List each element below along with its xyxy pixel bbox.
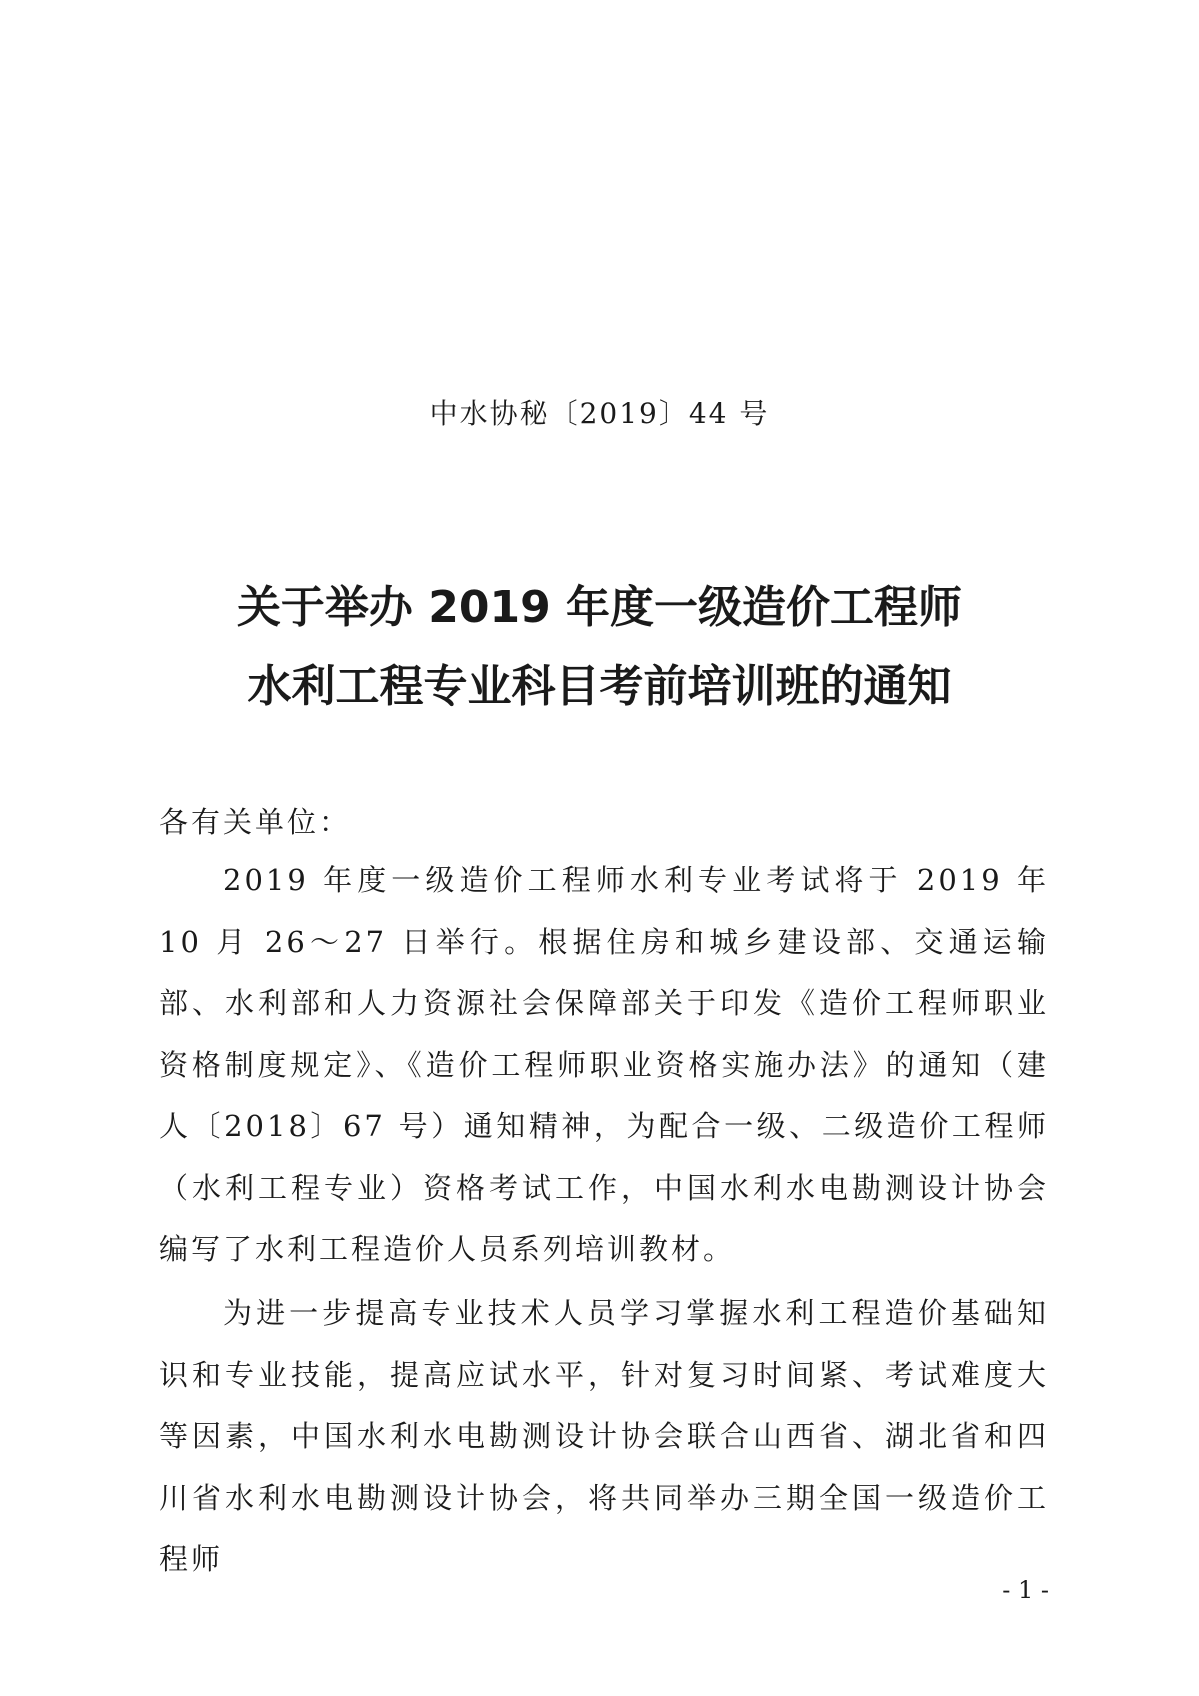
salutation: 各有关单位： bbox=[159, 805, 352, 839]
page-number: - 1 - bbox=[1002, 1576, 1049, 1604]
document-number: 中水协秘〔2019〕44 号 bbox=[429, 397, 770, 430]
body-paragraph-1: 2019 年度一级造价工程师水利专业考试将于 2019 年 10 月 26～27 日举行。根据住房和城乡建设部、交通运输部、水利部和人力资源社会保障部关于印发《造价工程师职业资格制度规定》、《造价工程师职业资格实施办法》的通知（建人〔2018〕67 号）通知精神，为配合一级、二级造价工程师（水利工程专业）资格考试工作，中国水利水电勘测设计协会编写了水利工程造价人员系列培训教材。 bbox=[159, 863, 1049, 1266]
document-title-line-1: 关于举办 2019 年度一级造价工程师 bbox=[236, 582, 963, 633]
document-title-line-2: 水利工程专业科目考前培训班的通知 bbox=[247, 661, 952, 712]
body-paragraph-2: 为进一步提高专业技术人员学习掌握水利工程造价基础知识和专业技能，提高应试水平，针对复习时间紧、考试难度大等因素，中国水利水电勘测设计协会联合山西省、湖北省和四川省水利水电勘测设计协会，将共同举办三期全国一级造价工程师 bbox=[159, 1296, 1049, 1576]
